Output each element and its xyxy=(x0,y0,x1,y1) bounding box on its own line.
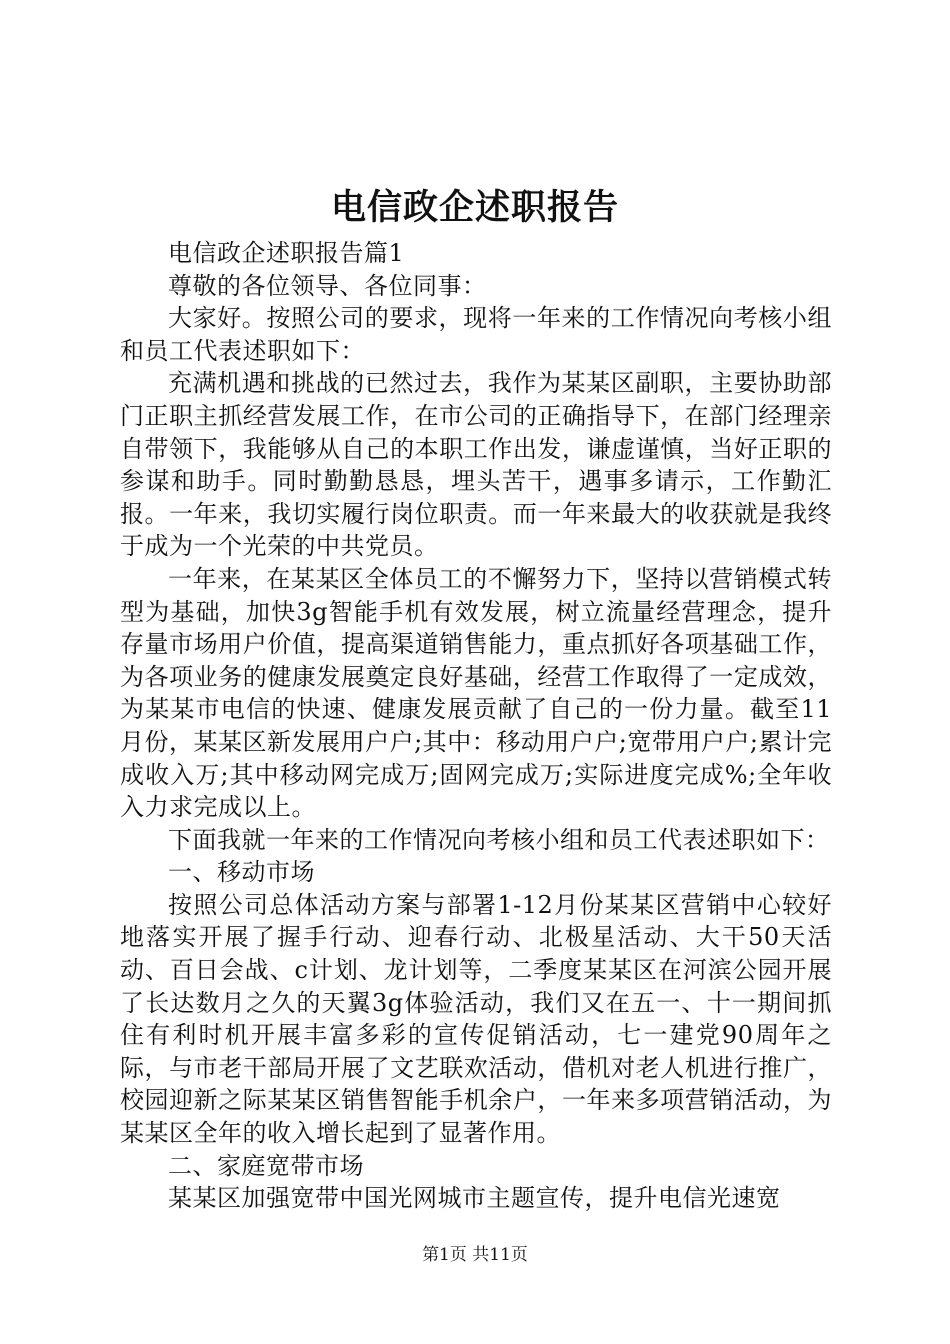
paragraph-transition: 下面我就一年来的工作情况向考核小组和员工代表述职如下： xyxy=(168,825,830,854)
paragraph-broadband-market: 某某区加强宽带中国光网城市主题宣传，提升电信光速宽 xyxy=(168,1184,781,1213)
paragraph-mobile-market: 按照公司总体活动方案与部署1-12月份某某区营销中心较好地落实开展了握手行动、迎春行动、北极星活动、大干50天活动、百日会战、c计划、龙计划等，二季度某某区在河滨公园开展了长达数月之久的天翼3g体验活动，我们又在五一、十一期间抓住有利时机开展丰富多彩的宣传促销活动，七一建党90周年之际，与市老干部局开展了文艺联欢活动，借机对老人机进行推广，校园迎新之际某某区销售智能手机余户，一年来多项营销活动，为某某区全年的收入增长起到了显著作用。 xyxy=(120,890,832,1148)
document-title: 电信政企述职报告 xyxy=(330,187,619,228)
page-number: 第1页 共11页 xyxy=(422,1245,528,1265)
paragraph-salutation: 尊敬的各位领导、各位同事： xyxy=(168,271,487,300)
paragraph-section-heading: 电信政企述职报告篇1 xyxy=(168,239,405,267)
heading-broadband-market: 二、家庭宽带市场 xyxy=(168,1151,364,1180)
paragraph-role: 充满机遇和挑战的已然过去，我作为某某区副职，主要协助部门正职主抓经营发展工作，在市公司的正确指导下，在部门经理亲自带领下，我能够从自己的本职工作出发，谦虚谨慎，当好正职的参谋和助手。同时勤勤恳恳，埋头苦干，遇事多请示，工作勤汇报。一年来，我切实履行岗位职责。而一年来最大的收获就是我终于成为一个光荣的中共党员。 xyxy=(120,369,832,561)
heading-mobile-market: 一、移动市场 xyxy=(168,858,315,887)
paragraph-intro: 大家好。按照公司的要求，现将一年来的工作情况向考核小组和员工代表述职如下： xyxy=(120,304,832,365)
document-body xyxy=(120,237,832,1215)
paragraph-achievements: 一年来，在某某区全体员工的不懈努力下，坚持以营销模式转型为基础，加快3g智能手机有效发展，树立流量经营理念，提升存量市场用户价值，提高渠道销售能力，重点抓好各项基础工作，为各项业务的健康发展奠定良好基础，经营工作取得了一定成效，为某某市电信的快速、健康发展贡献了自己的一份力量。截至11月份，某某区新发展用户户;其中：移动用户户;宽带用户户;累计完成收入万;其中移动网完成万;固网完成万;实际进度完成%;全年收入力求完成以上。 xyxy=(120,564,832,822)
